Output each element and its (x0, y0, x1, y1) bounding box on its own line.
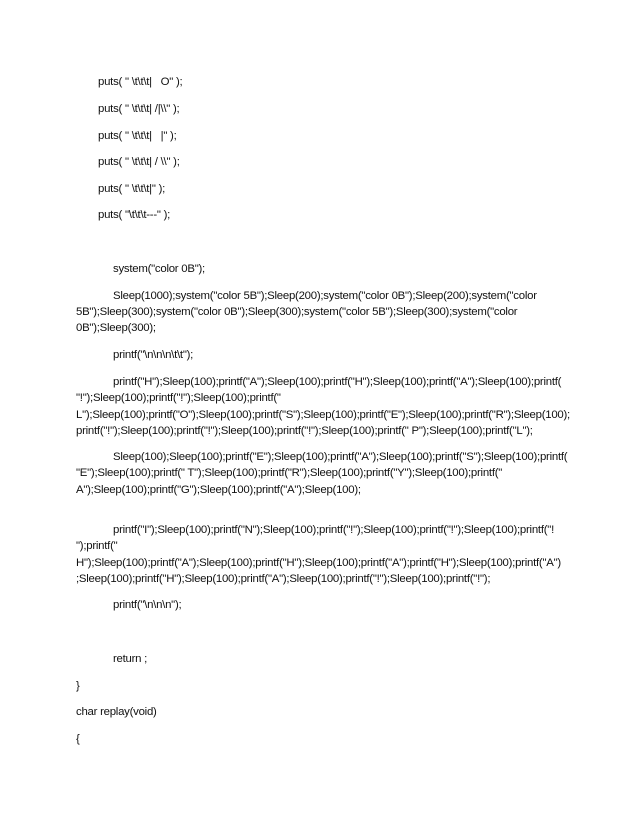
code-line: ");printf(" (76, 540, 118, 552)
code-line: H");Sleep(100);printf("A");Sleep(100);printf("H");Sleep(100);printf("A");printf("H");Sleep(100);printf("A") (76, 557, 561, 569)
code-line: A");Sleep(100);printf("G");Sleep(100);printf("A");Sleep(100); (76, 484, 361, 496)
code-line: return ; (113, 653, 148, 665)
code-line: printf("!");Sleep(100);printf("!");Sleep(100);printf("!");Sleep(100);printf(" P");Sleep(100);printf("L"); (76, 425, 533, 437)
code-line: 5B");Sleep(300);system("color 0B");Sleep(300);system("color 5B");Sleep(300);system("color (76, 306, 518, 318)
code-line: puts( " \t\t\t| /|\\" ); (98, 103, 180, 115)
code-line: "E");Sleep(100);printf(" T");Sleep(100);printf("R");Sleep(100);printf("Y");Sleep(100);printf(" (76, 467, 503, 479)
code-line: { (76, 733, 80, 745)
code-line: ;Sleep(100);printf("H");Sleep(100);printf("A");Sleep(100);printf("!");Sleep(100);printf("!"); (76, 573, 491, 585)
code-line: Sleep(100);Sleep(100);printf("E");Sleep(100);printf("A");Sleep(100);printf("S");Sleep(100);printf( (113, 451, 568, 463)
code-line: printf("\n\n\n"); (113, 599, 182, 611)
code-line: puts( " \t\t\t| O" ); (98, 76, 183, 88)
code-line: puts( " \t\t\t| |" ); (98, 130, 177, 142)
code-line: 0B");Sleep(300); (76, 322, 156, 334)
code-line: system("color 0B"); (113, 263, 205, 275)
code-line: L");Sleep(100);printf("O");Sleep(100);printf("S");Sleep(100);printf("E");Sleep(100);printf("R");Sleep(100); (76, 409, 570, 421)
code-line: char replay(void) (76, 706, 157, 718)
code-line: printf("\n\n\n\t\t"); (113, 349, 194, 361)
code-line: printf("I");Sleep(100);printf("N");Sleep(100);printf("!");Sleep(100);printf("!");Sleep(100);printf("! (113, 524, 554, 536)
code-line: printf("H");Sleep(100);printf("A");Sleep(100);printf("H");Sleep(100);printf("A");Sleep(100);printf( (113, 376, 562, 388)
code-line: puts( "\t\t\t---" ); (98, 209, 171, 221)
code-line: Sleep(1000);system("color 5B");Sleep(200);system("color 0B");Sleep(200);system("color (113, 290, 537, 302)
code-line: "!");Sleep(100);printf("!");Sleep(100);printf(" (76, 392, 281, 404)
code-line: } (76, 680, 80, 692)
code-line: puts( " \t\t\t|" ); (98, 183, 166, 195)
code-line: puts( " \t\t\t| / \\" ); (98, 156, 180, 168)
